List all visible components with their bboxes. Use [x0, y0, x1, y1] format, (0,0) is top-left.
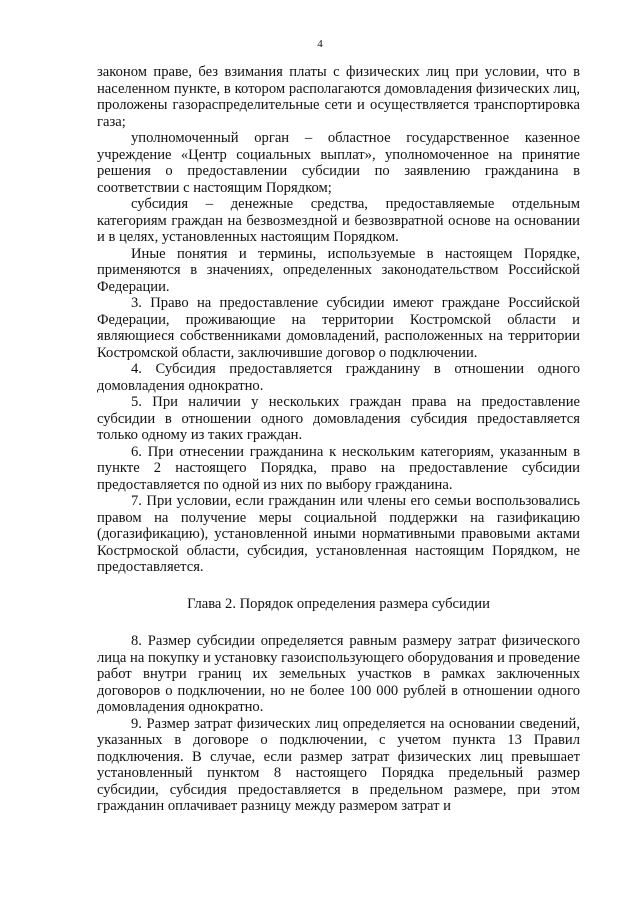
- page-number: 4: [317, 38, 323, 50]
- paragraph-6: 4. Субсидия предоставляется гражданину в отношении одного домовладения однократно.: [97, 361, 580, 394]
- paragraph-5: 3. Право на предоставление субсидии имеют граждане Российской Федерации, проживающие на территории Костромской области и являющиеся собственниками домовладений, расположенных на территории Костромской области, заключившие договор о подключении.: [97, 295, 580, 361]
- paragraph-3: субсидия – денежные средства, предоставляемые отдельным категориям граждан на безвозмездной и безвозвратной основе на основании и в целях, установленных настоящим Порядком.: [97, 196, 580, 245]
- chapter-heading: Глава 2. Порядок определения размера субсидии: [187, 595, 490, 612]
- paragraph-8: 6. При отнесении гражданина к нескольким категориям, указанным в пункте 2 настоящего Порядка, право на предоставление субсидии предоставляется по одной из них по выбору гражданина.: [97, 443, 580, 493]
- paragraph-4: Иные понятия и термины, используемые в настоящем Порядке, применяются в значениях, определенных законодательством Российской Федерации.: [97, 245, 580, 295]
- document-body: [97, 64, 580, 815]
- paragraph-9: 7. При условии, если гражданин или члены его семьи воспользовались правом на получение меры социальной поддержки на газификацию (догазификацию), установленной иными нормативными правовыми актами Кострмоской области, субсидия, установленная настоящим Порядком, не предоставляется.: [97, 493, 580, 575]
- paragraph-10: 8. Размер субсидии определяется равным размеру затрат физического лица на покупку и установку газоиспользующего оборудования и проведение работ внутри границ их земельных участков в рамках заключенных договоров о подключении, но не более 100 000 рублей в отношении одного домовладения однократно.: [97, 633, 580, 715]
- paragraph-11: 9. Размер затрат физических лиц определяется на основании сведений, указанных в договоре о подключении, с учетом пункта 13 Правил подключения. В случае, если размер затрат физических лиц превышает установленный пунктом 8 настоящего Порядка предельный размер субсидии, субсидия предоставляется в предельном размере, при этом гражданин оплачивает разницу между размером затрат и: [97, 715, 580, 814]
- paragraph-1: законом праве, без взимания платы с физических лиц при условии, что в населенном пункте, в котором располагаются домовладения физических лиц, проложены газораспределительные сети и осуществляется транспортировка газа;: [97, 64, 580, 130]
- paragraph-2: уполномоченный орган – областное государственное казенное учреждение «Центр социальных выплат», уполномоченное на принятие решения о предоставлении субсидии по заявлению гражданина в соответствии с настоящим Порядком;: [97, 130, 580, 196]
- paragraph-7: 5. При наличии у нескольких граждан права на предоставление субсидии в отношении одного домовладения субсидия предоставляется только одному из таких граждан.: [97, 394, 580, 443]
